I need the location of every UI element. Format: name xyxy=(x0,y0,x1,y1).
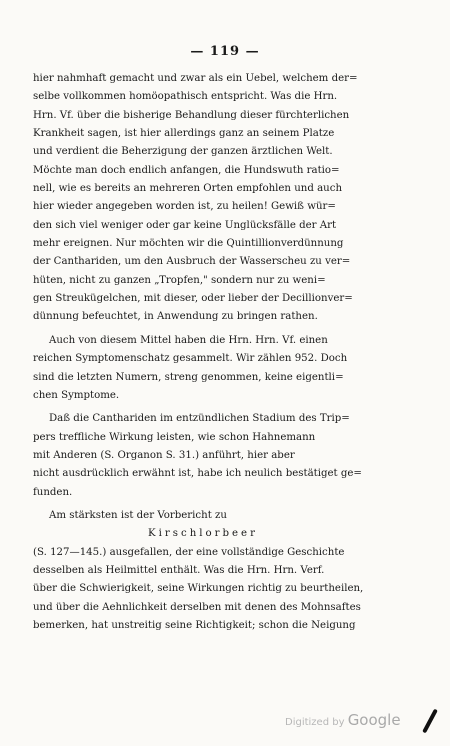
text-line: Möchte man doch endlich anfangen, die Hundswuth ratio= xyxy=(33,164,340,176)
text-line: chen Symptome. xyxy=(33,389,120,401)
text-line: der Canthariden, um den Ausbruch der Wasserscheu zu ver= xyxy=(33,256,351,268)
text-line: hüten, nicht zu ganzen „Tropfen," sondern nur zu weni= xyxy=(33,274,326,286)
text-line: funden. xyxy=(33,486,73,498)
text-line: und verdient die Beherzigung der ganzen ärztlichen Welt. xyxy=(33,146,333,158)
text-line: sind die letzten Numern, streng genommen, keine eigentli= xyxy=(33,371,344,383)
digitized-watermark xyxy=(285,711,401,729)
text-line: nicht ausdrücklich erwähnt ist, habe ich neulich bestätiget ge= xyxy=(33,468,362,480)
watermark-prefix: Digitized by xyxy=(285,717,345,728)
text-line: Daß die Canthariden im entzündlichen Stadium des Trip= xyxy=(49,413,350,425)
page-number: — 119 — xyxy=(190,44,260,59)
text-line: Auch von diesem Mittel haben die Hrn. Hrn. Vf. einen xyxy=(49,334,328,346)
text-line: Hrn. Vf. über die bisherige Behandlung dieser fürchterlichen xyxy=(33,109,350,121)
text-line: desselben als Heilmittel enthält. Was die Hrn. Hrn. Verf. xyxy=(33,564,325,576)
text-line: hier wieder angegeben worden ist, zu heilen! Gewiß wür= xyxy=(33,201,336,213)
text-line: mit Anderen (S. Organon S. 31.) anführt, hier aber xyxy=(33,449,295,461)
text-line: (S. 127—145.) ausgefallen, der eine vollständige Geschichte xyxy=(33,546,345,558)
text-line: Am stärksten ist der Vorbericht zu xyxy=(49,509,227,521)
text-line: reichen Symptomenschatz gesammelt. Wir zählen 952. Doch xyxy=(33,353,348,365)
text-line: dünnung befeuchtet, in Anwendung zu bringen rathen. xyxy=(33,311,318,323)
text-line: bemerken, hat unstreitig seine Richtigkeit; schon die Neigung xyxy=(33,619,356,631)
body-text xyxy=(33,70,373,635)
text-line: nell, wie es bereits an mehreren Orten empfohlen und auch xyxy=(33,183,343,195)
text-line: und über die Aehnlichkeit derselben mit denen des Mohnsaftes xyxy=(33,601,361,613)
text-line: selbe vollkommen homöopathisch entspricht. Was die Hrn. xyxy=(33,91,338,103)
text-line: den sich viel weniger oder gar keine Unglücksfälle der Art xyxy=(33,219,337,231)
text-line: Krankheit sagen, ist hier allerdings ganz an seinem Platze xyxy=(33,128,335,140)
text-line: über die Schwierigkeit, seine Wirkungen richtig zu beurtheilen, xyxy=(33,583,364,595)
text-line: hier nahmhaft gemacht und zwar als ein Uebel, welchem der= xyxy=(33,73,358,84)
watermark-brand: Google xyxy=(347,711,401,729)
section-heading: Kirschlorbeer xyxy=(148,528,258,540)
ink-mark xyxy=(422,709,438,734)
text-line: gen Streukügelchen, mit dieser, oder lieber der Decillionver= xyxy=(33,293,353,305)
text-line: pers treffliche Wirkung leisten, wie schon Hahnemann xyxy=(33,431,316,443)
text-line: mehr ereignen. Nur möchten wir die Quintillionverdünnung xyxy=(33,238,344,250)
